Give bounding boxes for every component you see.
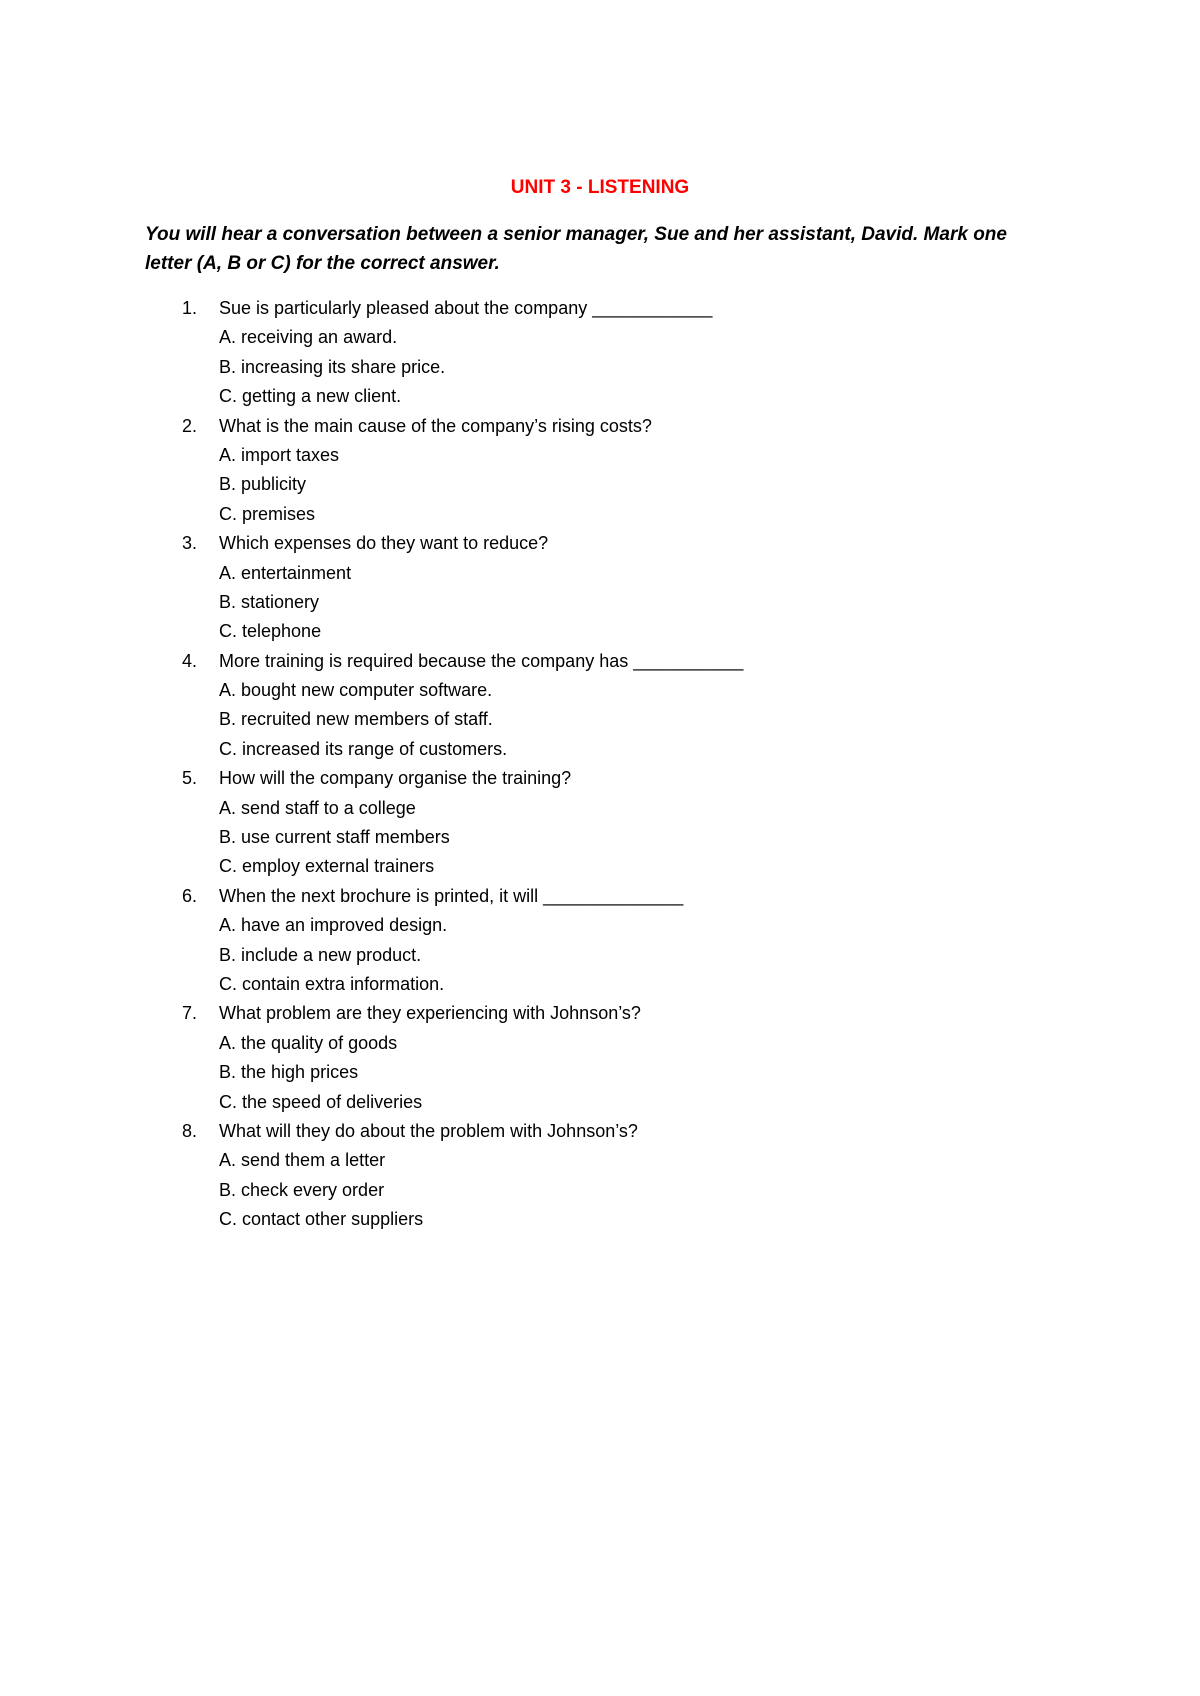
question-number: 2. [182, 415, 198, 436]
answer-option [0, 911, 1200, 940]
answer-option-text: C. employ external trainers [219, 856, 435, 877]
answer-option-text: B. stationery [219, 591, 320, 612]
answer-option [0, 735, 1200, 764]
answer-option-text: B. increasing its share price. [219, 356, 446, 377]
answer-option-text: A. send staff to a college [219, 797, 416, 818]
answer-option-text: A. import taxes [219, 444, 340, 465]
question-number: 1. [182, 298, 198, 318]
question-text: How will the company organise the training? [219, 768, 572, 789]
answer-option [0, 794, 1200, 823]
answer-option-text: B. recruited new members of staff. [219, 709, 493, 730]
answer-option [0, 559, 1200, 588]
answer-option-text: C. premises [219, 503, 316, 524]
question-2 [0, 412, 1200, 441]
question-3 [0, 529, 1200, 558]
answer-option [0, 1088, 1200, 1117]
answer-option [0, 1058, 1200, 1087]
question-4 [0, 647, 1200, 676]
answer-option-text: B. include a new product. [219, 944, 422, 965]
answer-option-text: A. entertainment [219, 562, 352, 583]
answer-option [0, 852, 1200, 881]
answer-option [0, 1146, 1200, 1175]
answer-option-text: B. check every order [219, 1179, 385, 1200]
answer-option [0, 500, 1200, 529]
answer-option-text: A. send them a letter [219, 1150, 386, 1171]
question-text: What problem are they experiencing with Johnson’s? [219, 1003, 641, 1024]
answer-option [0, 1029, 1200, 1058]
answer-option-text: A. have an improved design. [219, 915, 448, 936]
question-number: 3. [182, 533, 198, 554]
answer-option [0, 970, 1200, 999]
answer-option [0, 1176, 1200, 1205]
answer-option-text: C. increased its range of customers. [219, 738, 508, 759]
answer-option [0, 1205, 1200, 1234]
question-number: 5. [182, 768, 198, 789]
answer-option-text: C. telephone [219, 621, 322, 642]
answer-option-text: C. contain extra information. [219, 973, 445, 994]
answer-option [0, 470, 1200, 499]
answer-option-text: A. bought new computer software. [219, 680, 493, 701]
answer-option [0, 941, 1200, 970]
question-text: More training is required because the company has ___________ [219, 650, 744, 671]
answer-option-text: A. the quality of goods [219, 1032, 398, 1053]
answer-option-text: B. publicity [219, 474, 307, 495]
question-7 [0, 999, 1200, 1028]
question-number: 6. [182, 885, 198, 906]
question-text: When the next brochure is printed, it will ______________ [219, 885, 684, 906]
answer-option [0, 353, 1200, 382]
answer-option [0, 617, 1200, 646]
question-1 [0, 294, 1200, 323]
question-number: 4. [182, 650, 198, 671]
question-text: Which expenses do they want to reduce? [219, 533, 549, 554]
answer-option-text: B. the high prices [219, 1062, 359, 1083]
question-list [0, 294, 1200, 1235]
question-number: 7. [182, 1003, 198, 1024]
answer-option [0, 323, 1200, 352]
question-8 [0, 1117, 1200, 1146]
answer-option-text: C. getting a new client. [219, 386, 402, 407]
question-6 [0, 882, 1200, 911]
answer-option [0, 823, 1200, 852]
question-number: 8. [182, 1120, 198, 1141]
answer-option [0, 676, 1200, 705]
answer-option-text: C. the speed of deliveries [219, 1091, 423, 1112]
answer-option-text: C. contact other suppliers [219, 1209, 424, 1230]
answer-option [0, 588, 1200, 617]
answer-option [0, 441, 1200, 470]
answer-option [0, 705, 1200, 734]
answer-option [0, 382, 1200, 411]
answer-option-text: A. receiving an award. [219, 327, 398, 348]
question-text: What will they do about the problem with Johnson’s? [219, 1120, 638, 1141]
instructions: You will hear a conversation between a senior manager, Sue and her assistant, David. Mark one letter (A, B or C) for the correct answer. [145, 224, 1007, 274]
question-text: Sue is particularly pleased about the company ____________ [219, 298, 713, 318]
question-5 [0, 764, 1200, 793]
question-text: What is the main cause of the company’s rising costs? [219, 415, 652, 436]
page-title: UNIT 3 - LISTENING [510, 177, 690, 198]
answer-option-text: B. use current staff members [219, 827, 450, 848]
